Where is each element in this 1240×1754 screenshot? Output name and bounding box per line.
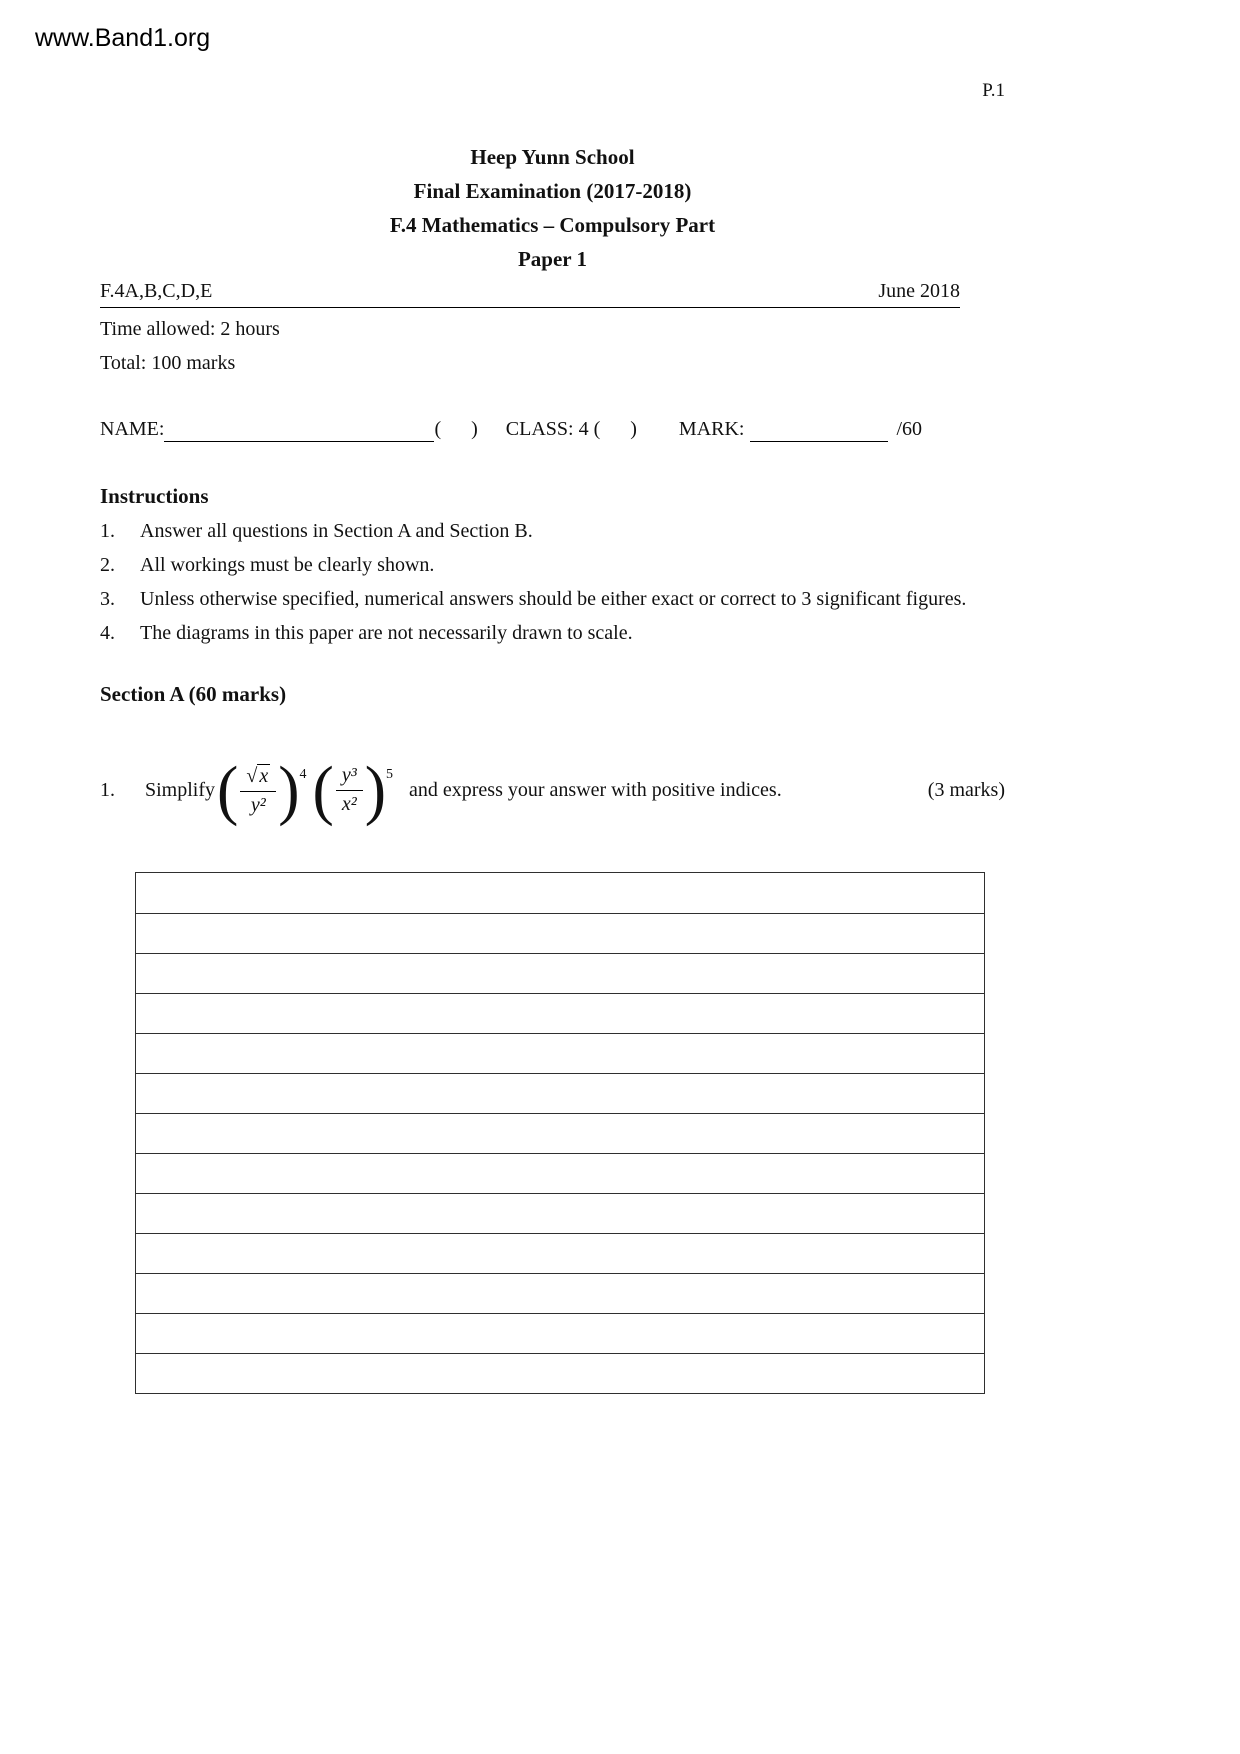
answer-row xyxy=(136,953,984,993)
answer-row xyxy=(136,1313,984,1353)
mark-label: MARK: xyxy=(678,418,745,440)
fraction-2-denominator: x² xyxy=(341,793,357,816)
name-blank-field xyxy=(164,414,434,442)
class-label: CLASS: 4 ( ) xyxy=(505,418,637,440)
title-block xyxy=(100,140,1005,276)
paper-title: Paper 1 xyxy=(517,247,588,271)
formula-close-paren-2: ) xyxy=(364,751,387,827)
formula-fraction-2 xyxy=(336,763,363,816)
instruction-item xyxy=(100,548,1005,582)
fraction-1-numerator xyxy=(240,763,276,792)
name-paren-blank: ( ) xyxy=(434,418,478,440)
question-1 xyxy=(100,748,1005,832)
instruction-item xyxy=(100,582,1005,616)
question-marks: (3 marks) xyxy=(927,778,1005,801)
instructions-heading: Instructions xyxy=(100,484,209,508)
formula-fraction-1 xyxy=(240,763,276,817)
mark-blank-field xyxy=(750,414,888,442)
page-number: P.1 xyxy=(982,80,1005,101)
instruction-text: The diagrams in this paper are not necessarily drawn to scale. xyxy=(140,622,633,644)
instruction-item xyxy=(100,514,1005,548)
answer-row xyxy=(136,993,984,1033)
answer-row xyxy=(136,1033,984,1073)
total-marks: Total: 100 marks xyxy=(100,352,236,374)
radicand-x: x xyxy=(259,764,269,787)
radical-sign: √ xyxy=(246,764,258,787)
instruction-text: All workings must be clearly shown. xyxy=(140,554,435,576)
instruction-item xyxy=(100,616,1005,650)
exam-title: Final Examination (2017-2018) xyxy=(413,179,692,203)
subject-title: F.4 Mathematics – Compulsory Part xyxy=(389,213,716,237)
name-label: NAME: xyxy=(100,418,165,440)
answer-row xyxy=(136,1113,984,1153)
fraction-2-numerator: y³ xyxy=(336,763,363,791)
answer-row xyxy=(136,1233,984,1273)
formula-exponent-2: 5 xyxy=(386,766,394,782)
formula-exponent-1: 4 xyxy=(299,766,307,782)
time-allowed: Time allowed: 2 hours xyxy=(100,318,280,340)
answer-row xyxy=(136,873,984,913)
section-a-heading: Section A (60 marks) xyxy=(100,682,287,706)
question-text-before: Simplify xyxy=(145,778,216,801)
formula-close-paren-1: ) xyxy=(278,751,300,827)
instruction-number: 4. xyxy=(100,622,115,644)
question-text-after: and express your answer with positive indices. xyxy=(409,778,782,801)
candidate-info-row xyxy=(100,414,960,442)
answer-row xyxy=(136,1073,984,1113)
answer-row xyxy=(136,1153,984,1193)
answer-box xyxy=(135,872,985,1394)
school-name: Heep Yunn School xyxy=(470,145,635,169)
formula-open-paren-1: ( xyxy=(217,751,239,827)
watermark-text: www.Band1.org xyxy=(35,24,211,52)
mark-denominator: /60 xyxy=(896,418,923,440)
answer-row xyxy=(136,913,984,953)
question-formula xyxy=(217,751,399,827)
class-date-row xyxy=(100,278,960,308)
question-number: 1. xyxy=(100,778,115,801)
fraction-1-denominator: y² xyxy=(250,793,266,816)
formula-open-paren-2: ( xyxy=(312,751,334,827)
instructions-list xyxy=(100,514,1005,650)
class-list: F.4A,B,C,D,E xyxy=(100,280,213,302)
answer-row xyxy=(136,1273,984,1313)
instruction-number: 2. xyxy=(100,554,115,576)
instruction-number: 1. xyxy=(100,520,115,542)
exam-date: June 2018 xyxy=(878,280,960,302)
instruction-text: Unless otherwise specified, numerical answers should be either exact or correct to 3 significant figures. xyxy=(140,588,967,610)
answer-row xyxy=(136,1353,984,1393)
answer-row xyxy=(136,1193,984,1233)
instruction-text: Answer all questions in Section A and Section B. xyxy=(140,520,533,542)
instruction-number: 3. xyxy=(100,588,115,610)
